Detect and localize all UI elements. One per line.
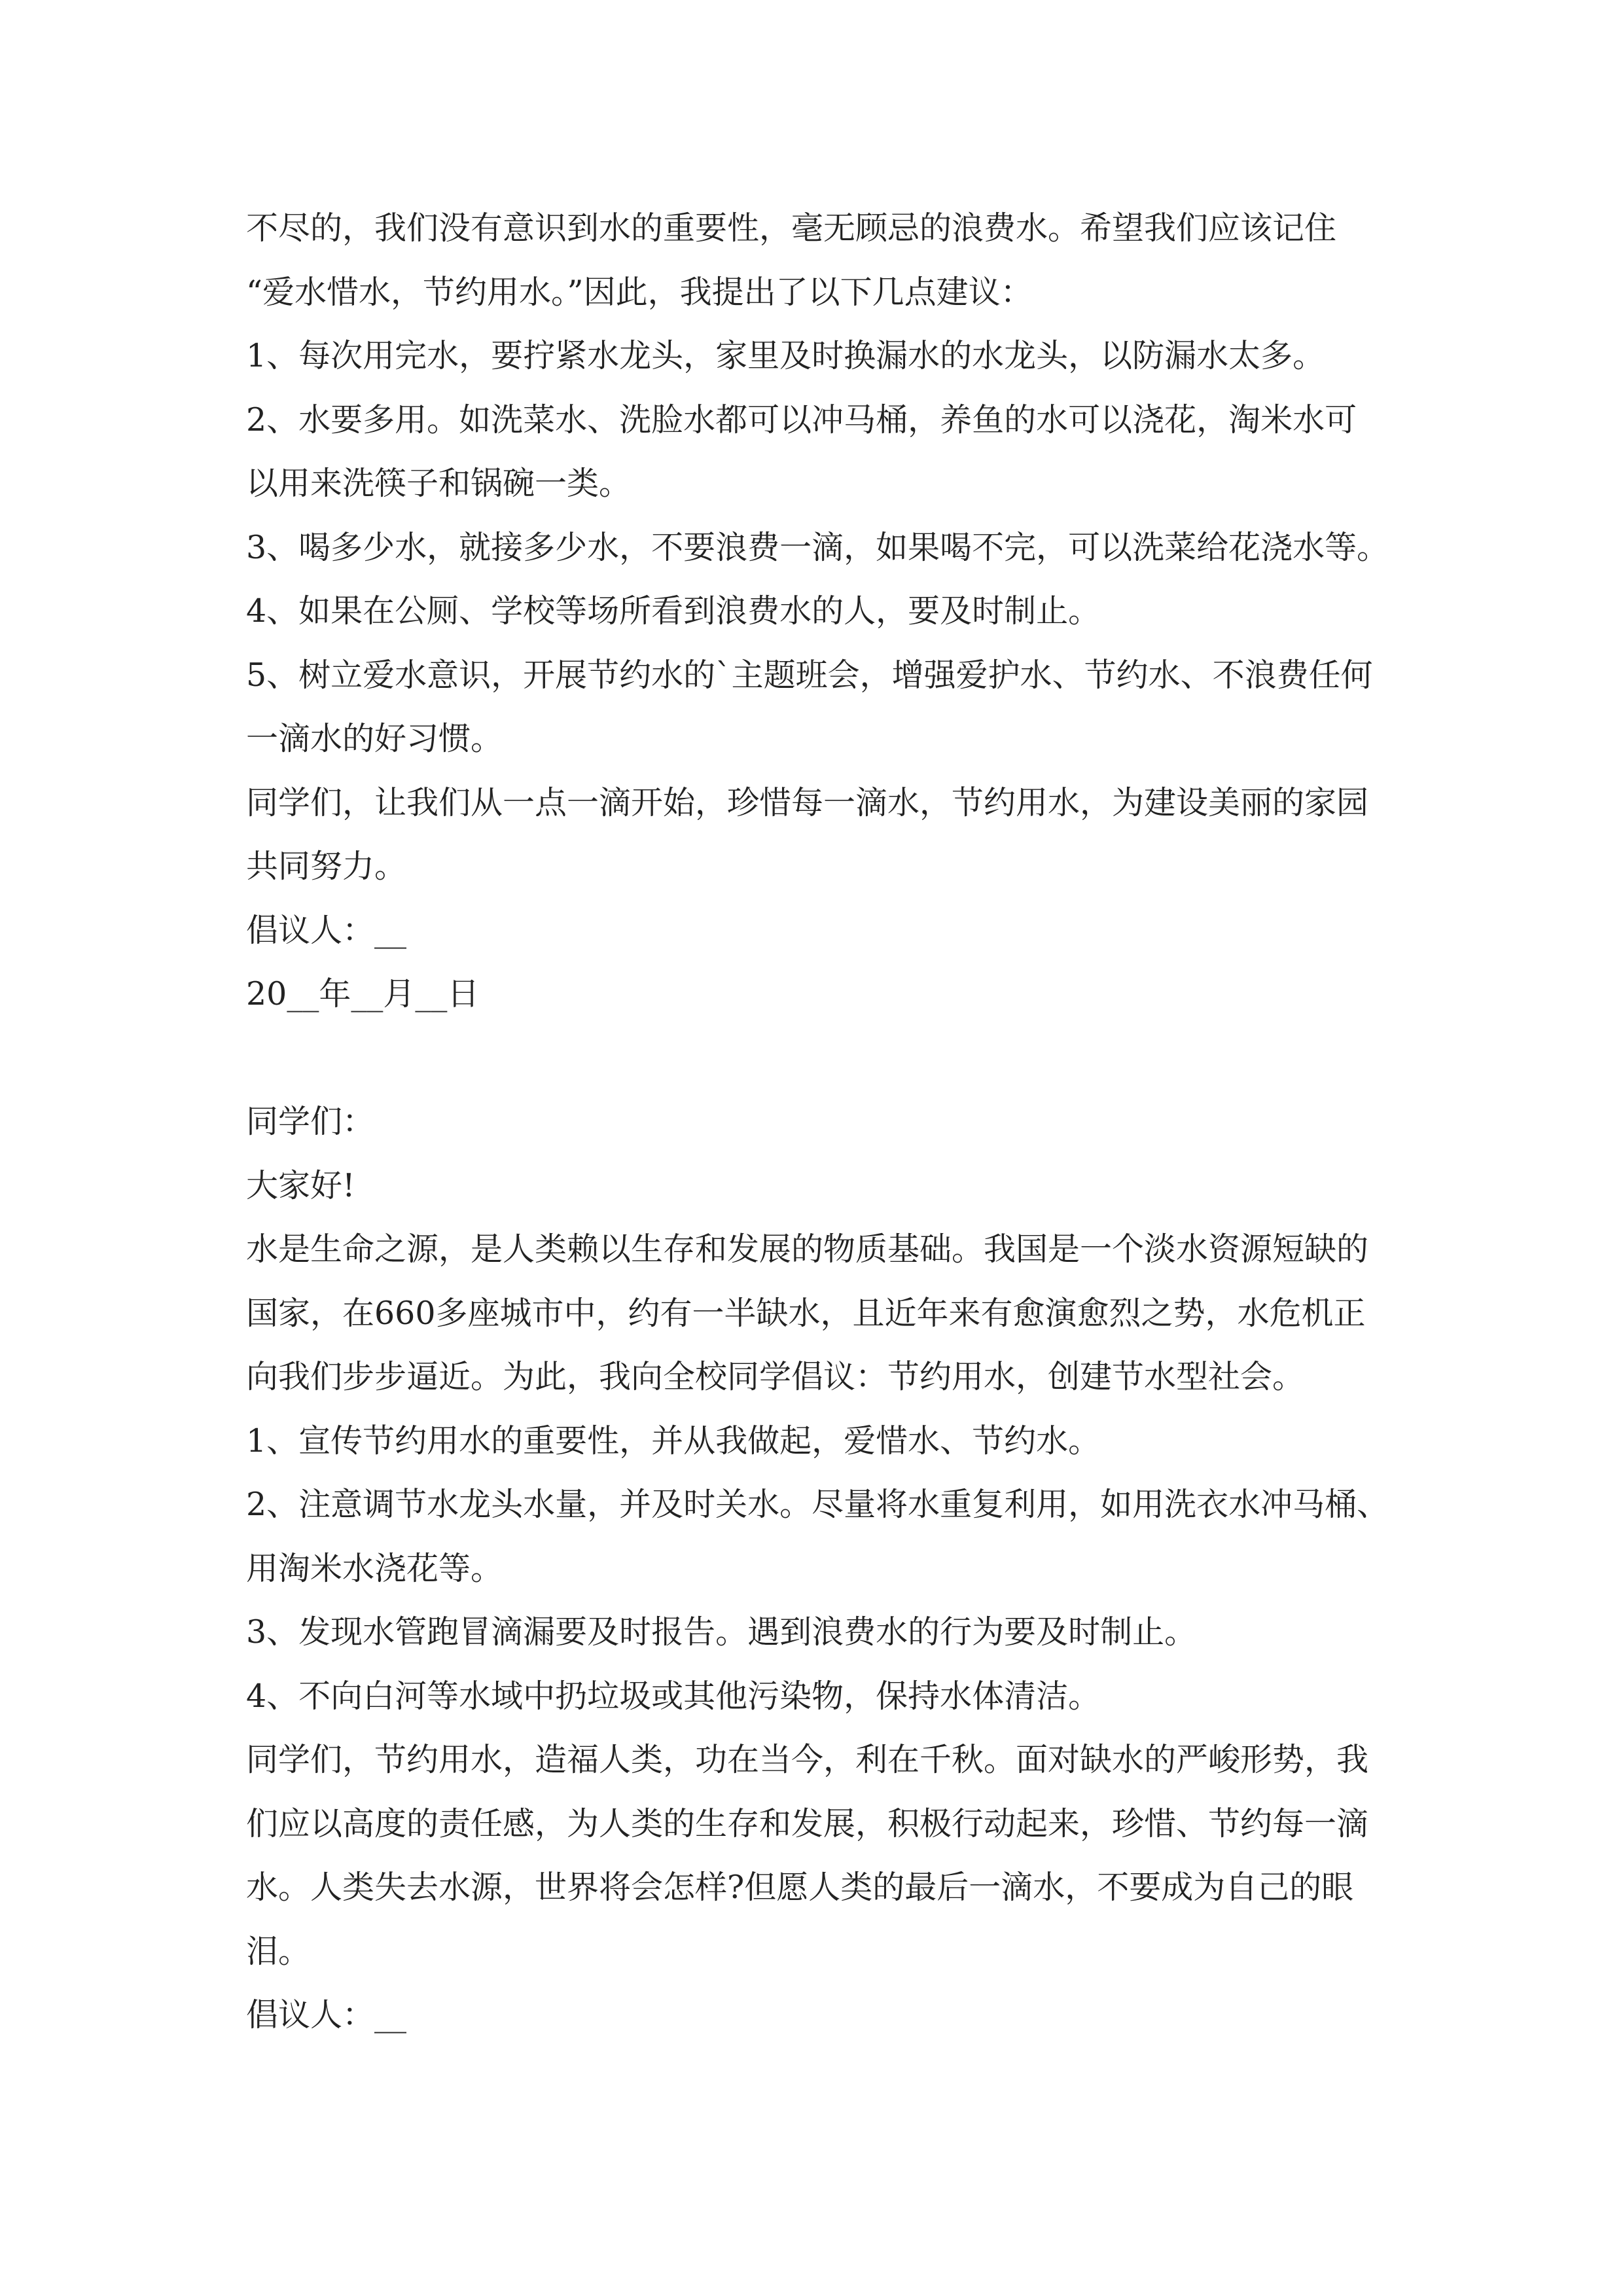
- closing-paragraph: 同学们，让我们从一点一滴开始，珍惜每一滴水，节约用水，为建设美丽的家园: [246, 783, 1369, 821]
- list-item-2: 2、水要多用。如洗菜水、洗脸水都可以冲马桶，养鱼的水可以浇花，淘米水可: [246, 401, 1357, 439]
- list-item-1: 1、宣传节约用水的重要性，并从我做起，爱惜水、节约水。: [246, 1422, 1101, 1460]
- list-item-2-continued: 以用来洗筷子和锅碗一类。: [246, 465, 632, 502]
- closing-paragraph-continued: 共同努力。: [246, 848, 407, 885]
- list-item-2-continued: 用淘米水浇花等。: [246, 1549, 503, 1587]
- salutation: 同学们：: [246, 1103, 375, 1140]
- section-divider: [246, 1026, 1398, 1090]
- greeting: 大家好!: [246, 1166, 355, 1204]
- intro-paragraph: 水是生命之源，是人类赖以生存和发展的物质基础。我国是一个淡水资源短缺的: [246, 1230, 1369, 1268]
- closing-paragraph: 同学们，节约用水，造福人类，功在当今，利在千秋。面对缺水的严峻形势，我: [246, 1741, 1369, 1778]
- list-item-3: 3、发现水管跑冒滴漏要及时报告。遇到浪费水的行为要及时制止。: [246, 1613, 1197, 1651]
- list-item-5: 5、树立爱水意识，开展节约水的`主题班会，增强爱护水、节约水、不浪费任何: [246, 656, 1373, 694]
- closing-paragraph-continued: 泪。: [246, 1932, 311, 1970]
- intro-paragraph-continued: 国家，在660多座城市中，约有一半缺水，且近年来有愈演愈烈之势，水危机正: [246, 1294, 1366, 1332]
- list-item-4: 4、如果在公厕、学校等场所看到浪费水的人，要及时制止。: [246, 592, 1101, 630]
- closing-paragraph-continued: 水。人类失去水源，世界将会怎样?但愿人类的最后一滴水，不要成为自己的眼: [246, 1869, 1354, 1906]
- closing-paragraph-continued: 们应以高度的责任感，为人类的生存和发展，积极行动起来，珍惜、节约每一滴: [246, 1804, 1369, 1842]
- list-item-4: 4、不向白河等水域中扔垃圾或其他污染物，保持水体清洁。: [246, 1677, 1101, 1715]
- list-item-3: 3、喝多少水，就接多少水，不要浪费一滴，如果喝不完，可以洗菜给花浇水等。: [246, 528, 1389, 566]
- list-item-1: 1、每次用完水，要拧紧水龙头，家里及时换漏水的水龙头，以防漏水太多。: [246, 337, 1325, 374]
- list-item-2: 2、注意调节水龙头水量，并及时关水。尽量将水重复利用，如用洗衣水冲马桶、: [246, 1486, 1389, 1523]
- date-line: 20__年__月__日: [246, 975, 480, 1013]
- list-item-5-continued: 一滴水的好习惯。: [246, 720, 503, 757]
- intro-paragraph-continued: 向我们步步逼近。为此，我向全校同学倡议：节约用水，创建节水型社会。: [246, 1358, 1305, 1395]
- proposer-signature: 倡议人：__: [246, 911, 407, 949]
- text-line: 不尽的，我们没有意识到水的重要性，毫无顾忌的浪费水。希望我们应该记住: [246, 209, 1337, 247]
- document-body: [246, 196, 1398, 2047]
- text-line: “爱水惜水，节约用水。”因此，我提出了以下几点建议：: [246, 273, 1033, 311]
- proposer-signature: 倡议人：__: [246, 1996, 407, 2034]
